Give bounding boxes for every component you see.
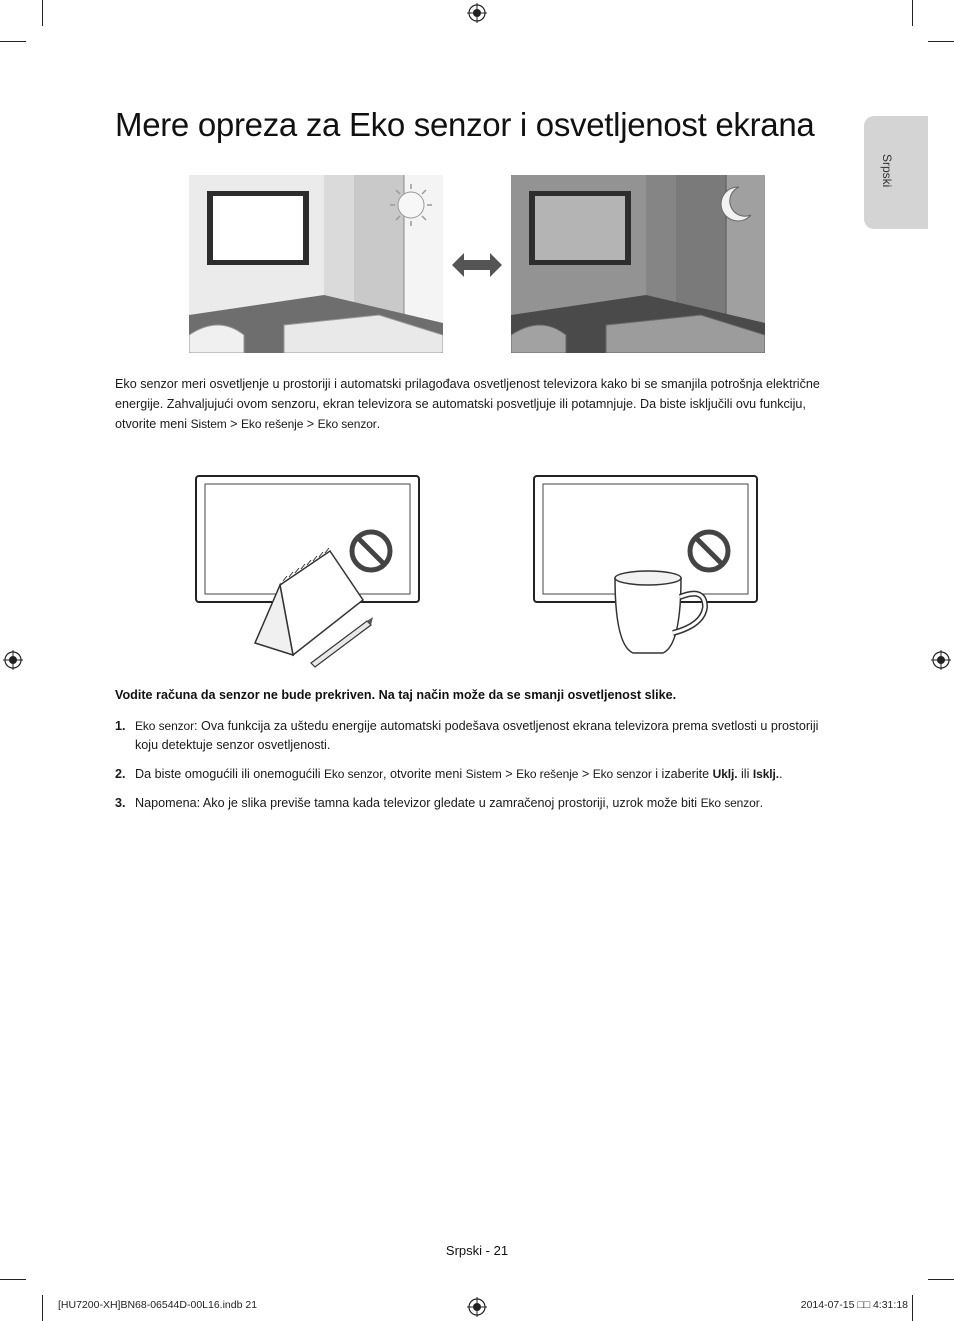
list-item (115, 717, 835, 757)
item-text: , otvorite meni (383, 767, 466, 781)
menu-path-sistem: Sistem (465, 767, 502, 781)
crop-mark (912, 1295, 913, 1321)
menu-path-eko-senzor: Eko senzor (700, 796, 760, 810)
menu-separator: > (303, 417, 318, 431)
page-title: Mere opreza za Eko senzor i osvetljenost ekrana (115, 106, 815, 143)
double-arrow-icon (452, 250, 502, 280)
crop-mark (928, 41, 954, 42)
item-text: . (759, 796, 764, 810)
list-item (115, 794, 835, 814)
item-text: . (778, 767, 783, 781)
file-slug: [HU7200-XH]BN68-06544D-00L16.indb 21 (58, 1299, 258, 1311)
list-number: 3. (115, 796, 126, 810)
bright-room-illustration (189, 175, 443, 353)
item-text: : Ova funkcija za uštedu energije automatski podešava osvetljenost ekrana televizora prema svetlosti u prostoriji koju detektuje senzor osvetljenosti. (135, 719, 819, 752)
registration-mark-icon (467, 3, 487, 23)
crop-mark (42, 0, 43, 26)
crop-mark (42, 1295, 43, 1321)
term-eko-senzor: Eko senzor (135, 719, 195, 733)
intro-paragraph (115, 374, 835, 434)
menu-separator: > (501, 767, 517, 781)
item-text: ili (737, 767, 753, 781)
registration-mark-icon (931, 650, 951, 670)
page-number: Srpski - 21 (445, 1243, 509, 1258)
intro-text: Eko senzor meri osvetljenje u prostoriji i automatski prilagođava osvetljenost televizora kako bi se smanjila potrošnja električne energije. Zahvaljujući ovom senzoru, ekran televizora se automatski posvetljuje ili potamnjuje. Da biste isključili ovu funkciju, otvorite meni (115, 377, 820, 431)
list-number: 1. (115, 719, 126, 733)
list-item (115, 765, 835, 785)
menu-path-eko-resenje: Eko rešenje (241, 417, 304, 431)
crop-mark (912, 0, 913, 26)
menu-path-eko-senzor: Eko senzor (324, 767, 384, 781)
registration-mark-icon (3, 650, 23, 670)
tv-with-calendar-illustration (195, 475, 421, 671)
intro-end: . (376, 417, 381, 431)
item-text: Napomena: Ako je slika previše tamna kada televizor gledate u zamračenoj prostoriji, uzrok može biti (135, 796, 701, 810)
tv-with-mug-illustration (533, 475, 759, 671)
crop-mark (928, 1279, 954, 1280)
item-text: Da biste omogućili ili onemogućili (135, 767, 324, 781)
item-text: i izaberite (651, 767, 713, 781)
menu-separator: > (578, 767, 593, 781)
print-datetime: 2014-07-15 □□ 4:31:18 (800, 1299, 908, 1311)
language-tab (864, 116, 928, 229)
option-isklj: Isklj. (752, 767, 779, 781)
menu-path-eko-resenje: Eko rešenje (516, 767, 579, 781)
list-number: 2. (115, 767, 126, 781)
language-tab-label: Srpski (880, 154, 894, 188)
registration-mark-icon (467, 1297, 487, 1317)
warning-text: Vodite računa da senzor ne bude prekriven. Na taj način može da se smanji osvetljenost slike. (115, 688, 677, 702)
option-uklj: Uklj. (712, 767, 738, 781)
menu-path-sistem: Sistem (190, 417, 227, 431)
dark-room-illustration (511, 175, 765, 353)
crop-mark (0, 1279, 26, 1280)
crop-mark (0, 41, 26, 42)
menu-path-eko-senzor: Eko senzor (592, 767, 652, 781)
menu-separator: > (226, 417, 242, 431)
menu-path-eko-senzor: Eko senzor (317, 417, 377, 431)
